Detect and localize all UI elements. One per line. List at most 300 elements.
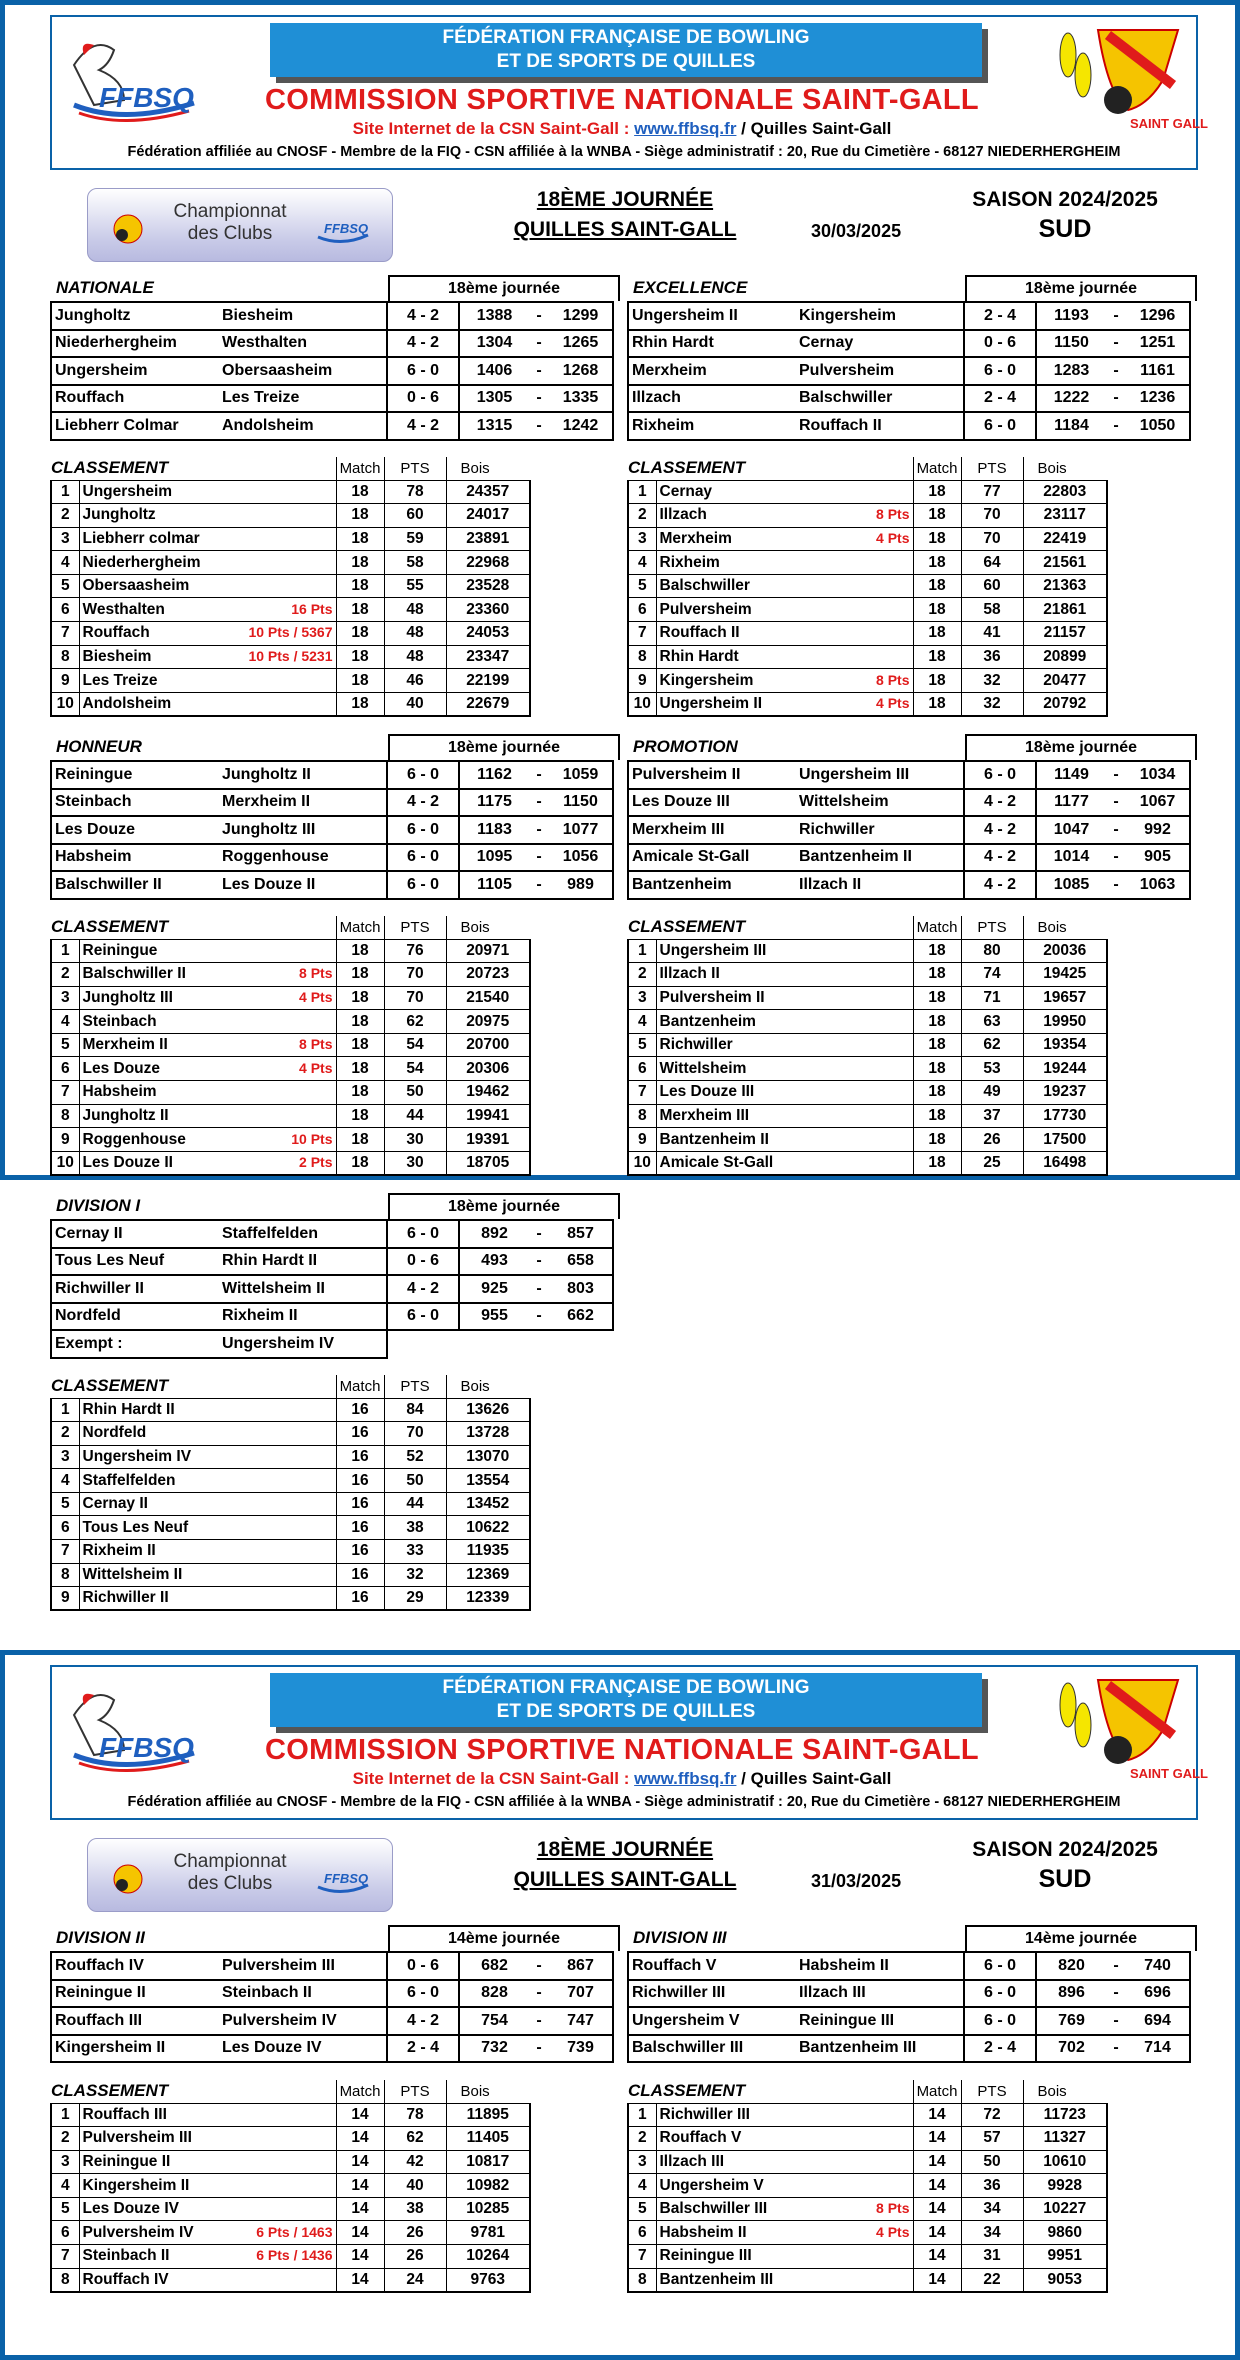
match-row	[628, 357, 1190, 385]
penalty-note: 10 Pts / 5231	[248, 647, 333, 664]
standing-row	[628, 504, 1107, 528]
penalty-note: 4 Pts	[876, 2223, 910, 2240]
team-cell	[656, 2150, 913, 2174]
division-title: NATIONALE	[56, 278, 154, 297]
match-date: 30/03/2025	[811, 221, 902, 241]
away-bois: 992	[1126, 816, 1190, 844]
matches-played: 16	[336, 1587, 384, 1611]
bois-dash: -	[529, 385, 549, 413]
match-score: 6 - 0	[964, 412, 1036, 440]
rank: 7	[628, 2245, 656, 2269]
team-cell	[79, 1128, 336, 1152]
matches-played: 14	[913, 2174, 961, 2198]
rank: 6	[628, 598, 656, 622]
bois-total: 22419	[1023, 527, 1107, 551]
matches-played: 18	[913, 527, 961, 551]
home-team: Les Douze III	[628, 789, 796, 817]
bois-total: 20700	[446, 1033, 530, 1057]
team-name: Les Douze II	[82, 1153, 173, 1171]
team-name: Wittelsheim	[659, 1059, 747, 1077]
away-team: Staffelfelden	[219, 1220, 387, 1248]
bois-dash: -	[529, 789, 549, 817]
exempt-label: Exempt :	[51, 1330, 219, 1358]
team-name: Bantzenheim	[659, 1012, 756, 1030]
away-team: Bantzenheim II	[796, 844, 964, 872]
standing-row	[51, 622, 530, 646]
bois-dash: -	[1106, 1980, 1126, 2008]
standing-row	[628, 1057, 1107, 1081]
pts-col-header: PTS	[961, 2080, 1023, 2103]
points: 25	[961, 1151, 1023, 1175]
standing-row	[51, 692, 530, 716]
matches-played: 14	[913, 2150, 961, 2174]
points: 37	[961, 1104, 1023, 1128]
bois-total: 23360	[446, 598, 530, 622]
team-name: Ungersheim	[82, 482, 173, 500]
team-cell	[79, 963, 336, 987]
bois-total: 24053	[446, 622, 530, 646]
bois-total: 20036	[1023, 939, 1107, 963]
standing-row	[51, 1128, 530, 1152]
matches-played: 14	[336, 2197, 384, 2221]
points: 36	[961, 645, 1023, 669]
svg-text:FFBSQ: FFBSQ	[324, 221, 369, 236]
standing-row	[628, 527, 1107, 551]
home-bois: 1222	[1036, 385, 1106, 413]
standing-row	[628, 1033, 1107, 1057]
team-name: Les Douze	[82, 1059, 161, 1077]
team-name: Illzach	[659, 506, 707, 524]
team-cell	[79, 2103, 336, 2127]
bois-dash: -	[529, 2007, 549, 2035]
match-row	[628, 330, 1190, 358]
bois-total: 19657	[1023, 986, 1107, 1010]
bois-dash: -	[1106, 816, 1126, 844]
svg-text:FFBSQ: FFBSQ	[99, 82, 194, 113]
standing-row	[51, 1398, 530, 1422]
points: 49	[961, 1081, 1023, 1105]
points: 44	[384, 1492, 446, 1516]
rank: 1	[51, 480, 79, 504]
away-team: Merxheim II	[219, 789, 387, 817]
bois-dash: -	[529, 844, 549, 872]
match-score: 4 - 2	[964, 789, 1036, 817]
matches-played: 16	[336, 1469, 384, 1493]
rank: 5	[628, 1033, 656, 1057]
rank: 3	[51, 2150, 79, 2174]
rank: 8	[51, 1563, 79, 1587]
pts-col-header: PTS	[384, 1375, 446, 1398]
rank: 3	[51, 986, 79, 1010]
penalty-note: 8 Pts	[299, 965, 333, 982]
bois-total: 20723	[446, 963, 530, 987]
match-row	[628, 302, 1190, 330]
points: 32	[384, 1563, 446, 1587]
standing-row	[51, 1563, 530, 1587]
standing-row	[51, 1540, 530, 1564]
team-cell	[656, 1057, 913, 1081]
points: 74	[961, 963, 1023, 987]
team-name: Jungholtz II	[82, 1106, 169, 1124]
bois-dash: -	[1106, 761, 1126, 789]
bois-total: 10610	[1023, 2150, 1107, 2174]
bois-total: 19237	[1023, 1081, 1107, 1105]
matches-played: 18	[336, 551, 384, 575]
matches-played: 14	[913, 2197, 961, 2221]
standing-row	[628, 1081, 1107, 1105]
home-bois: 828	[459, 1980, 529, 2008]
home-team: Amicale St-Gall	[628, 844, 796, 872]
team-name: Rixheim II	[82, 1542, 156, 1560]
match-score: 4 - 2	[387, 1275, 459, 1303]
rank: 8	[628, 645, 656, 669]
points: 40	[384, 692, 446, 716]
team-cell	[656, 2127, 913, 2151]
bois-dash: -	[1106, 2007, 1126, 2035]
away-bois: 696	[1126, 1980, 1190, 2008]
matches-played: 18	[336, 939, 384, 963]
bois-dash: -	[1106, 357, 1126, 385]
match-row	[51, 302, 613, 330]
match-row	[51, 816, 613, 844]
rank: 7	[51, 2245, 79, 2269]
home-bois: 769	[1036, 2007, 1106, 2035]
bois-col-header: Bois	[446, 457, 530, 480]
rank: 5	[628, 574, 656, 598]
home-team: Reiningue II	[51, 1980, 219, 2008]
standing-row	[51, 1445, 530, 1469]
points: 36	[961, 2174, 1023, 2198]
home-team: Jungholtz	[51, 302, 219, 330]
bois-total: 22803	[1023, 480, 1107, 504]
pts-col-header: PTS	[961, 457, 1023, 480]
bois-total: 20971	[446, 939, 530, 963]
points: 34	[961, 2197, 1023, 2221]
points: 44	[384, 1104, 446, 1128]
bois-total: 21861	[1023, 598, 1107, 622]
rank: 1	[51, 2103, 79, 2127]
match-row	[628, 761, 1190, 789]
bois-total: 21157	[1023, 622, 1107, 646]
match-score: 6 - 0	[387, 1220, 459, 1248]
matches-played: 18	[336, 1128, 384, 1152]
away-bois: 1063	[1126, 871, 1190, 899]
standing-row	[628, 645, 1107, 669]
match-score: 6 - 0	[964, 1952, 1036, 1980]
match-score: 4 - 2	[387, 789, 459, 817]
quilles-title: QUILLES SAINT-GALL	[513, 1868, 737, 1891]
rank: 9	[51, 669, 79, 693]
team-cell	[656, 2103, 913, 2127]
team-cell	[79, 1010, 336, 1034]
team-cell	[79, 692, 336, 716]
team-cell	[656, 1128, 913, 1152]
bois-dash: -	[529, 302, 549, 330]
rank: 4	[51, 1469, 79, 1493]
badge-pins-icon	[98, 1857, 158, 1897]
home-bois: 925	[459, 1275, 529, 1303]
team-name: Reiningue III	[659, 2247, 752, 2265]
rank: 2	[51, 1422, 79, 1446]
match-row	[51, 844, 613, 872]
away-team: Balschwiller	[796, 385, 964, 413]
standings-table	[50, 457, 531, 717]
rank: 3	[51, 527, 79, 551]
matches-played: 18	[913, 1057, 961, 1081]
points: 33	[384, 1540, 446, 1564]
match-table	[50, 1219, 614, 1359]
away-bois: 1335	[549, 385, 613, 413]
bois-dash: -	[1106, 302, 1126, 330]
team-cell	[79, 1422, 336, 1446]
match-row	[51, 1952, 613, 1980]
team-name: Roggenhouse	[82, 1130, 186, 1148]
site-link[interactable]: www.ffbsq.fr	[634, 119, 737, 138]
team-cell	[79, 1104, 336, 1128]
rank: 5	[51, 574, 79, 598]
away-bois: 739	[549, 2035, 613, 2063]
team-name: Bantzenheim III	[659, 2270, 774, 2288]
standing-row	[51, 2197, 530, 2221]
bois-dash: -	[529, 816, 549, 844]
match-table	[50, 760, 614, 900]
division-title: EXCELLENCE	[633, 278, 748, 297]
team-cell	[79, 1445, 336, 1469]
matches-played: 18	[913, 692, 961, 716]
standing-row	[51, 1057, 530, 1081]
team-name: Niederhergheim	[82, 553, 201, 571]
penalty-note: 10 Pts	[291, 1130, 333, 1147]
rank: 8	[51, 645, 79, 669]
team-cell	[656, 480, 913, 504]
standing-row	[628, 622, 1107, 646]
home-bois: 702	[1036, 2035, 1106, 2063]
standing-row	[628, 2174, 1107, 2198]
standing-row	[51, 574, 530, 598]
home-team: Habsheim	[51, 844, 219, 872]
bois-total: 23528	[446, 574, 530, 598]
team-name: Rouffach V	[659, 2129, 742, 2147]
matches-played: 18	[913, 598, 961, 622]
bois-dash: -	[1106, 844, 1126, 872]
federation-banner: FÉDÉRATION FRANÇAISE DE BOWLING ET DE SPORTS DE QUILLES	[270, 1673, 982, 1727]
team-cell	[79, 2127, 336, 2151]
away-team: Pulversheim III	[219, 1952, 387, 1980]
svg-text:FFBSQ: FFBSQ	[99, 1732, 194, 1763]
team-cell	[656, 963, 913, 987]
standing-row	[628, 2221, 1107, 2245]
home-bois: 732	[459, 2035, 529, 2063]
home-bois: 1047	[1036, 816, 1106, 844]
matches-played: 14	[336, 2150, 384, 2174]
matches-played: 18	[336, 622, 384, 646]
matches-played: 18	[913, 1104, 961, 1128]
away-bois: 707	[549, 1980, 613, 2008]
team-cell	[656, 1033, 913, 1057]
home-bois: 1184	[1036, 412, 1106, 440]
classement-title: CLASSEMENT	[628, 2080, 913, 2103]
site-link[interactable]: www.ffbsq.fr	[634, 1769, 737, 1788]
pts-col-header: PTS	[384, 2080, 446, 2103]
home-team: Illzach	[628, 385, 796, 413]
team-name: Cernay II	[82, 1495, 148, 1513]
team-name: Cernay	[659, 482, 713, 500]
bois-dash: -	[529, 2035, 549, 2063]
team-cell	[79, 1057, 336, 1081]
penalty-note: 4 Pts	[876, 694, 910, 711]
home-bois: 1315	[459, 412, 529, 440]
matches-played: 18	[913, 1081, 961, 1105]
bois-total: 9928	[1023, 2174, 1107, 2198]
standing-row	[628, 2103, 1107, 2127]
away-team: Rhin Hardt II	[219, 1248, 387, 1276]
standing-row	[51, 939, 530, 963]
away-team: Reiningue III	[796, 2007, 964, 2035]
team-cell	[79, 1469, 336, 1493]
team-name: Ungersheim V	[659, 2176, 764, 2194]
matches-played: 14	[913, 2221, 961, 2245]
home-team: Rouffach	[51, 385, 219, 413]
bois-total: 22199	[446, 669, 530, 693]
standings-table	[50, 916, 531, 1176]
home-team: Ungersheim	[51, 357, 219, 385]
rank: 1	[628, 939, 656, 963]
team-name: Wittelsheim II	[82, 1565, 183, 1583]
home-team: Richwiller III	[628, 1980, 796, 2008]
standing-row	[51, 2103, 530, 2127]
bois-total: 19950	[1023, 1010, 1107, 1034]
bois-total: 10622	[446, 1516, 530, 1540]
ffbsq-logo	[54, 25, 204, 135]
away-team: Ungersheim III	[796, 761, 964, 789]
rank: 4	[51, 551, 79, 575]
team-cell	[79, 1563, 336, 1587]
standing-row	[51, 1516, 530, 1540]
matches-played: 18	[913, 963, 961, 987]
team-name: Reiningue	[82, 941, 158, 959]
standing-row	[628, 1104, 1107, 1128]
standing-row	[628, 2245, 1107, 2269]
team-cell	[656, 2221, 913, 2245]
penalty-note: 8 Pts	[299, 1036, 333, 1053]
home-bois: 1150	[1036, 330, 1106, 358]
home-team: Rixheim	[628, 412, 796, 440]
team-cell	[79, 527, 336, 551]
team-cell	[656, 1104, 913, 1128]
team-cell	[79, 2150, 336, 2174]
home-team: Niederhergheim	[51, 330, 219, 358]
standing-row	[51, 1469, 530, 1493]
team-cell	[79, 669, 336, 693]
team-cell	[79, 1033, 336, 1057]
home-bois: 1388	[459, 302, 529, 330]
points: 59	[384, 527, 446, 551]
team-cell	[656, 622, 913, 646]
bois-total: 23891	[446, 527, 530, 551]
bois-total: 18705	[446, 1151, 530, 1175]
home-team: Ungersheim II	[628, 302, 796, 330]
matches-played: 14	[336, 2103, 384, 2127]
away-team: Rixheim II	[219, 1303, 387, 1331]
team-name: Rouffach II	[659, 624, 740, 642]
team-name: Illzach II	[659, 965, 720, 983]
bois-dash: -	[1106, 789, 1126, 817]
rank: 9	[51, 1128, 79, 1152]
team-name: Balschwiller II	[82, 965, 186, 983]
rank: 6	[628, 2221, 656, 2245]
match-score: 0 - 6	[387, 1952, 459, 1980]
rank: 5	[51, 2197, 79, 2221]
team-cell	[79, 2174, 336, 2198]
rank: 6	[628, 1057, 656, 1081]
team-name: Pulversheim II	[659, 988, 765, 1006]
standing-row	[51, 551, 530, 575]
home-team: Rhin Hardt	[628, 330, 796, 358]
rank: 4	[628, 1010, 656, 1034]
match-table	[627, 1951, 1191, 2063]
away-team: Biesheim	[219, 302, 387, 330]
standing-row	[51, 504, 530, 528]
team-cell	[656, 574, 913, 598]
match-row	[51, 1275, 613, 1303]
division-title: DIVISION I	[56, 1196, 141, 1215]
team-name: Rhin Hardt II	[82, 1400, 175, 1418]
points: 31	[961, 2245, 1023, 2269]
match-row	[51, 1248, 613, 1276]
penalty-note: 6 Pts / 1463	[256, 2223, 333, 2240]
away-bois: 740	[1126, 1952, 1190, 1980]
classement-title: CLASSEMENT	[51, 457, 336, 480]
bois-total: 9781	[446, 2221, 530, 2245]
championnat-badge: Championnat des Clubs FFBSQ	[87, 1838, 393, 1912]
away-bois: 1242	[549, 412, 613, 440]
bois-dash: -	[1106, 1952, 1126, 1980]
points: 78	[384, 480, 446, 504]
matches-played: 18	[913, 1010, 961, 1034]
match-row	[628, 1980, 1190, 2008]
rank: 9	[628, 669, 656, 693]
match-row	[51, 412, 613, 440]
bois-col-header: Bois	[1023, 2080, 1107, 2103]
away-bois: 1236	[1126, 385, 1190, 413]
bois-total: 9053	[1023, 2268, 1107, 2292]
rank: 7	[628, 1081, 656, 1105]
team-cell	[79, 574, 336, 598]
bois-total: 13070	[446, 1445, 530, 1469]
team-name: Ungersheim II	[659, 694, 762, 712]
bois-dash: -	[529, 1220, 549, 1248]
matches-played: 18	[336, 504, 384, 528]
away-team: Cernay	[796, 330, 964, 358]
bois-total: 16498	[1023, 1151, 1107, 1175]
match-score: 2 - 4	[964, 2035, 1036, 2063]
team-cell	[656, 939, 913, 963]
points: 38	[384, 2197, 446, 2221]
match-col-header: Match	[913, 2080, 961, 2103]
site-line: Site Internet de la CSN Saint-Gall : www.ffbsq.fr / Quilles Saint-Gall	[352, 1769, 892, 1788]
team-cell	[79, 2245, 336, 2269]
home-bois: 1014	[1036, 844, 1106, 872]
classement-title: CLASSEMENT	[628, 457, 913, 480]
standing-row	[51, 2245, 530, 2269]
away-bois: 1067	[1126, 789, 1190, 817]
away-team: Richwiller	[796, 816, 964, 844]
matches-played: 18	[913, 669, 961, 693]
rank: 8	[51, 2268, 79, 2292]
away-bois: 989	[549, 871, 613, 899]
standing-row	[628, 2127, 1107, 2151]
classement-title: CLASSEMENT	[628, 916, 913, 939]
